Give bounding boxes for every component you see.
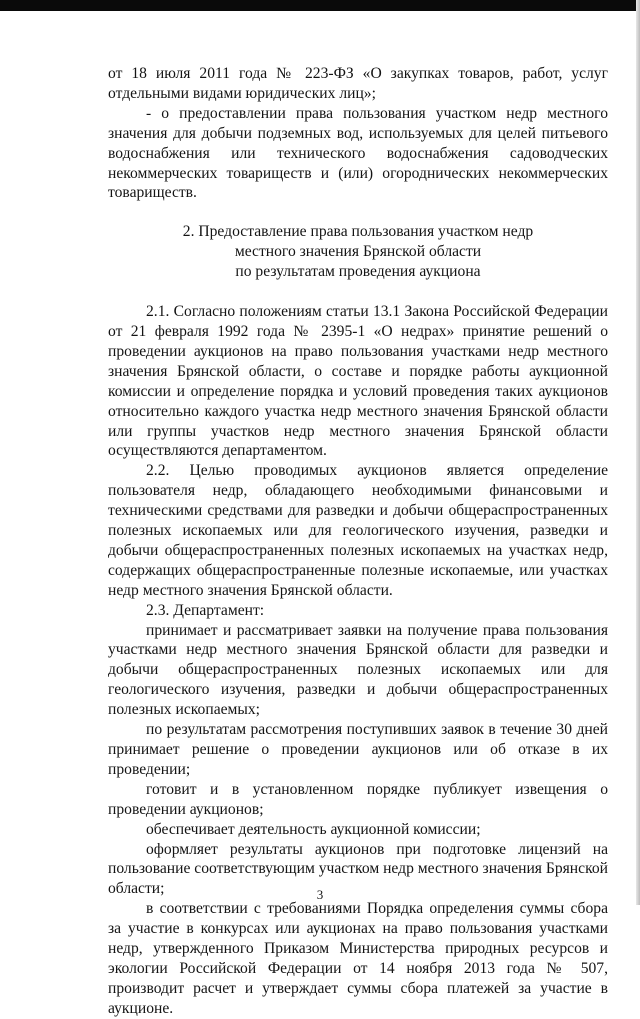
intro-paragraph-water-use: - о предоставлении права пользования участком недр местного значения для добычи подземных вод, используемых для целей питьевого водоснабжения или технического водоснабжения садоводческих некоммерческих товариществ и (или) огороднических некоммерческих товариществ. (108, 104, 608, 202)
section-heading-line-3: по результатам проведения аукциона (235, 263, 481, 281)
section-heading (108, 222, 608, 282)
duty-decide-auctions: по результатам рассмотрения поступивших заявок в течение 30 дней принимает решение о проведении аукционов или об отказе в их проведении; (108, 721, 608, 778)
duty-formalize-results: оформляет результаты аукционов при подготовке лицензий на пользование соответствующим участком недр местного значения Брянской области; (108, 840, 608, 898)
intro-paragraph-law-reference: от 18 июля 2011 года № 223-ФЗ «О закупках товаров, работ, услуг отдельными видами юридических лиц»; (108, 65, 608, 102)
section-heading-line-2: местного значения Брянской области (234, 243, 482, 261)
duty-calculate-fees: в соответствии с требованиями Порядка определения суммы сбора за участие в конкурсах или аукционах на право пользования участками недр, утвержденного Приказом Министерства природных ресурсов и экологии Российской Федерации от 14 ноября 2013 года № 507, производит расчет и утверждает суммы сбора платежей за участие в аукционе. (108, 900, 608, 1017)
duty-support-commission: обеспечивает деятельность аукционной комиссии; (146, 820, 481, 838)
paragraph-2-1: 2.1. Согласно положениям статьи 13.1 Закона Российской Федерации от 21 февраля 1992 года № 2395-1 «О недрах» принятие решений о проведении аукционов на право пользования участками недр местного значения Брянской области, о составе и порядке работы аукционной комиссии и определение порядка и условий проведения таких аукционов относительно каждого участка недр местного значения Брянской области или группы участков недр местного значения Брянской области осуществляются департаментом. (108, 303, 608, 460)
section-heading-line-1: 2. Предоставление права пользования участком недр (182, 223, 534, 241)
scan-right-edge (636, 0, 640, 905)
paragraph-2-3-label: 2.3. Департамент: (146, 601, 265, 619)
document-page (108, 64, 608, 1019)
duty-publish-notices: готовит и в установленном порядке публикует извещения о проведении аукционов; (108, 780, 608, 818)
scan-top-border (0, 0, 640, 11)
duty-accept-applications: принимает и рассматривает заявки на получение права пользования участками недр местного значения Брянской области для разведки и добычи общераспространенных полезных ископаемых или для геологического изучения, разведки и добычи общераспространенных полезных ископаемых; (108, 621, 608, 719)
page-number: 3 (316, 887, 324, 902)
paragraph-2-2: 2.2. Целью проводимых аукционов является определение пользователя недр, обладающего необходимыми финансовыми и техническими средствами для разведки и добычи общераспространенных полезных ископаемых или для геологического изучения, разведки и добычи общераспространенных полезных ископаемых на участках недр, содержащих общераспространенные полезные ископаемые, или участках недр местного значения Брянской области. (108, 462, 608, 599)
